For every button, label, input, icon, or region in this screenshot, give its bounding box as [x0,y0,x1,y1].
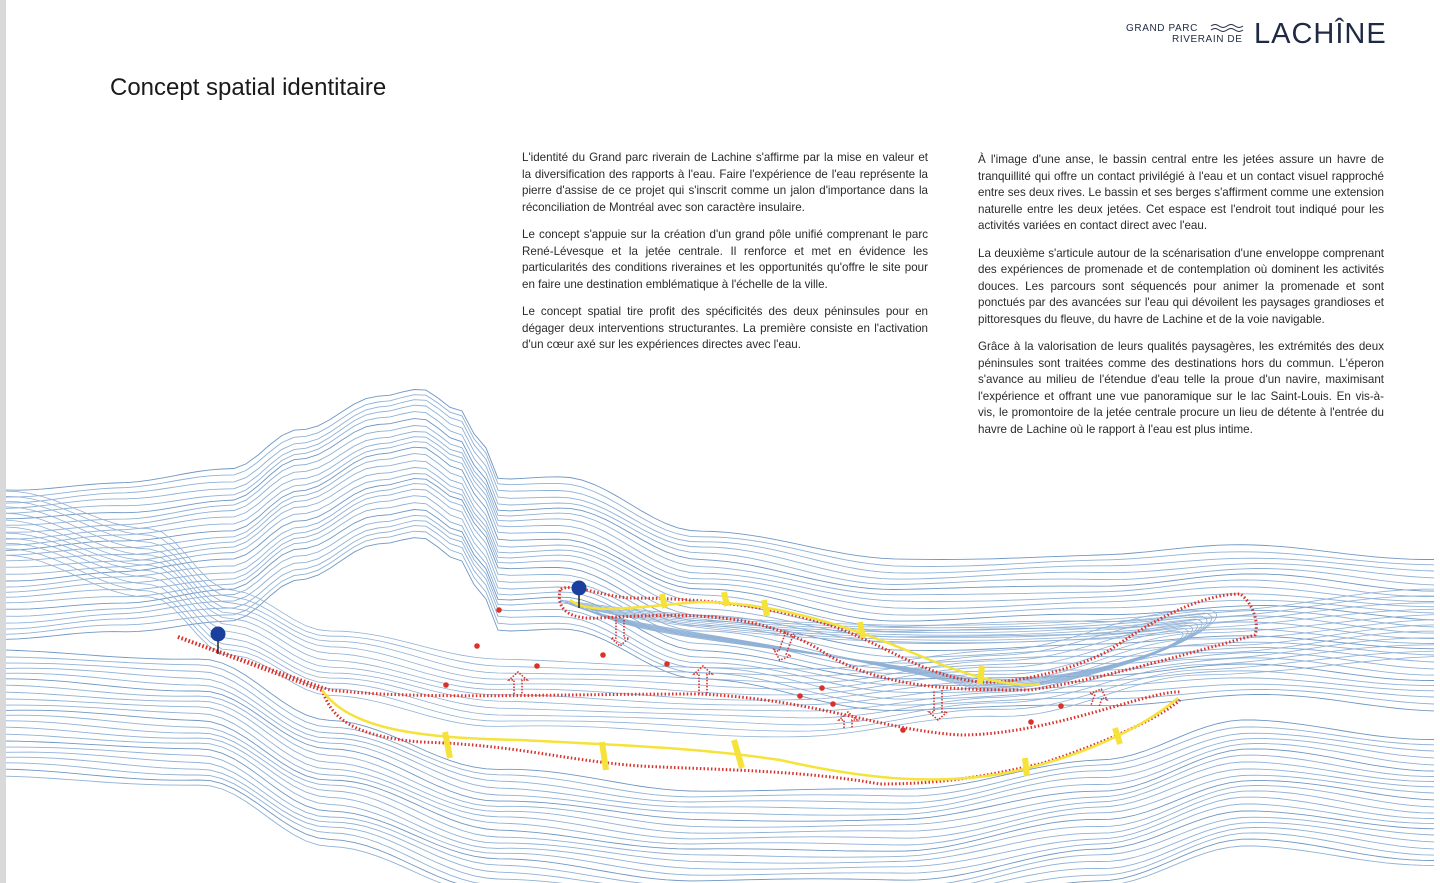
promenade-marker [602,742,606,770]
red-dot-marker [830,701,836,707]
contour-line [6,501,1434,682]
contour-line [6,685,1434,827]
paragraph: Le concept spatial tire profit des spécificités des deux péninsules pour en dégager deux interventions structurantes. La première consiste en l'activation d'un cœur axé sur les expériences directes avec l'eau. [522,305,928,351]
arrow-icon [929,690,947,720]
red-dot-marker [819,685,825,691]
contour-line [6,710,1434,851]
contour-line [6,507,1434,689]
contour-line [6,442,1434,615]
concept-plan [178,581,1256,785]
contour-line [6,734,1434,875]
contour-line [6,699,1434,839]
contour-line [6,769,1434,883]
red-dot-marker [797,693,803,699]
promenade-marker [1025,758,1027,776]
contour-line [6,663,1434,803]
promenade-marker [860,622,863,638]
contour-line [6,776,1434,883]
text-column-left [522,150,928,365]
logo-line-2: RIVERAIN DE [1172,34,1243,45]
wave-icon [1210,22,1244,34]
red-dot-marker [443,682,449,688]
red-dot-marker [496,607,502,613]
paragraph: Grâce à la valorisation de leurs qualités paysagères, les extrémités des deux péninsules sont traitées comme des destinations hors du commun. L'éperon s'avance au milieu de l'étendue d'eau telle la proue d'un navire, maximisant l'expérience et offrant une vue panoramique sur le lac Saint-Louis. En vis-à-vis, le promontoire de la jetée centrale procure un lieu de détente à l'entrée du havre de Lachine où le rapport à l'eau est plus intime. [978,340,1384,436]
red-dot-marker [900,727,906,733]
red-dot-marker [1058,703,1064,709]
red-dot-marker [664,661,670,667]
contour-line [6,692,1434,833]
text-column-right [978,152,1384,449]
paragraph: Le concept s'appuie sur la création d'un grand pôle unifié comprenant le parc René-Lévesque et la jetée centrale. Il renforce et met en évidence les particularités des conditions riveraines et les opportunités qu'offre le site pour en faire une destination emblématique à l'échelle de la ville. [522,228,928,291]
red-dot-marker [600,652,606,658]
contour-line [6,721,1434,863]
contour-line [6,521,1434,693]
paragraph: À l'image d'une anse, le bassin central entre les jetées assure un havre de tranquillité qui offre un contact privilégié à l'eau et un contact visuel rapproché entre ses deux rives. Le bassin et ses berges s'affirment comme une extension naturelle entre les deux jetées. Cet espace est l'endroit tout indiqué pour les activités variées en contact direct avec l'eau. [978,153,1384,232]
contour-line [6,432,1434,602]
promenade-marker [662,594,665,608]
red-dot-marker [474,643,480,649]
contour-line [6,668,1434,809]
contour-line [6,679,1434,821]
promenade-marker [1115,728,1120,744]
brand-logo [1126,20,1388,50]
arrow-icon [509,672,527,694]
arrow-icon [694,666,712,694]
promenade-marker [980,666,982,684]
paragraph: L'identité du Grand parc riverain de Lachine s'affirme par la mise en valeur et la diversification des rapports à l'eau. Faire l'expérience de l'eau représente la pierre d'assise de ce projet qui s'inscrit comme un jalon d'importance dans la réconciliation de Montréal avec son caractère insulaire. [522,151,928,214]
page-title: Concept spatial identitaire [110,74,387,101]
red-dot-marker [1028,719,1034,725]
red-dot-marker [534,663,540,669]
contour-line [6,705,1434,845]
promenade-marker [734,740,742,768]
contour-line [6,763,1434,883]
paragraph: La deuxième s'articule autour de la scénarisation d'une enveloppe comprenant des expériences de promenade et de contemplation où dominent les activités douces. Les parcours sont séquencés pour animer la promenade et sont ponctués par des avancées sur l'eau qui dévoilent les paysages grandioses et pittoresques du fleuve, du havre de Lachine et de la voie navigable. [978,246,1384,326]
contour-line [6,741,1434,881]
contour-line [6,437,1434,609]
contour-line [6,747,1434,883]
logo-wordmark: LACHÎNE [1254,18,1387,50]
promenade-marker [724,592,727,606]
logo-line-1: GRAND PARC [1126,23,1198,34]
promenade-marker [764,600,767,616]
